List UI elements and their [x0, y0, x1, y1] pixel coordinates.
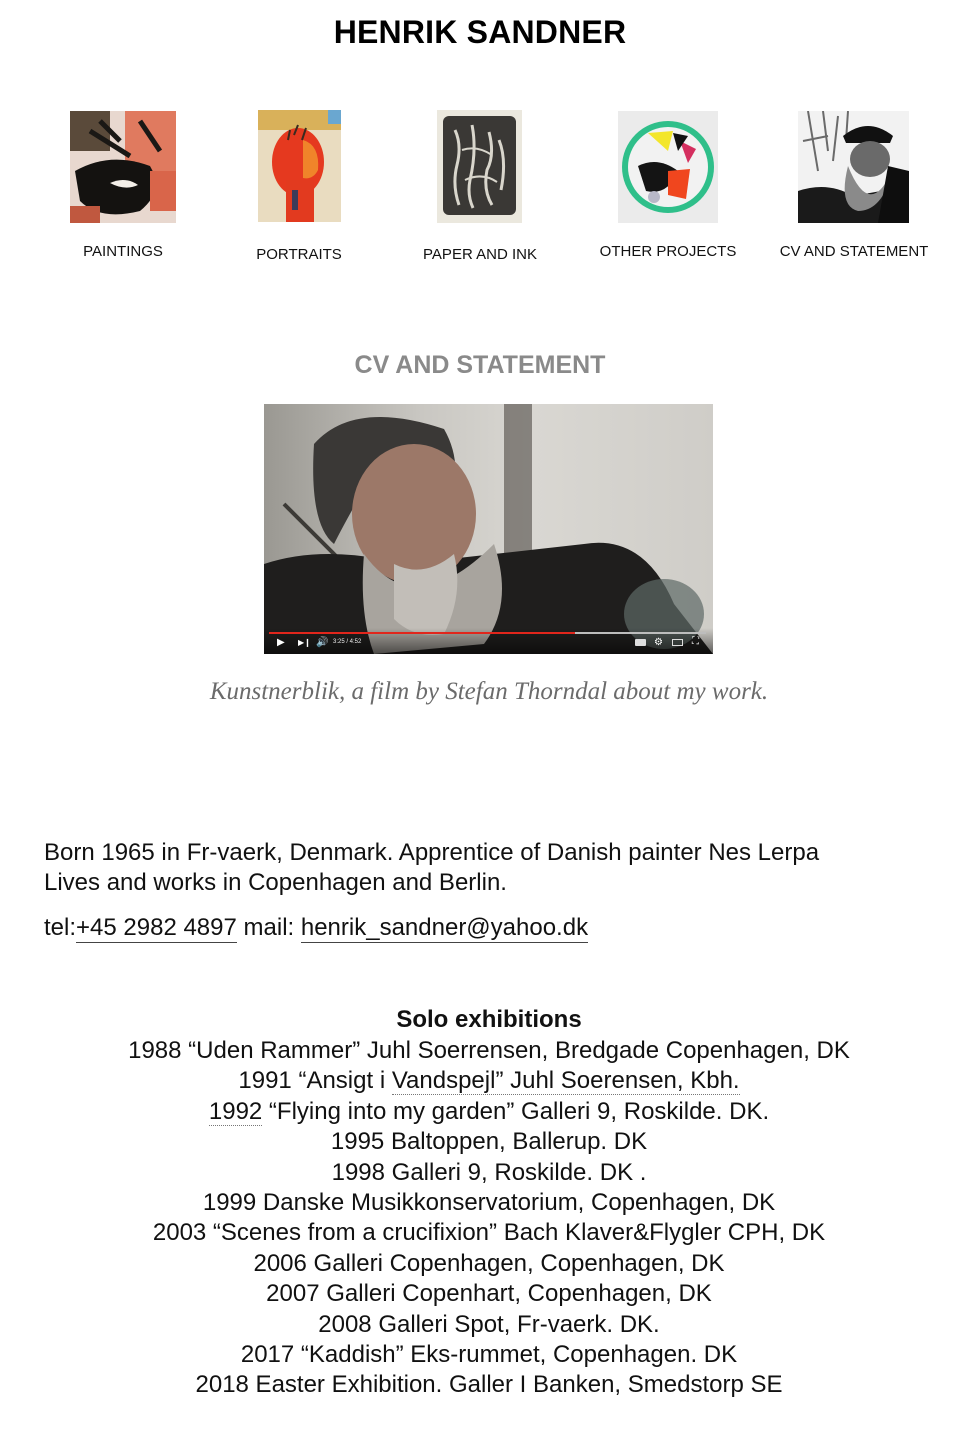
video-frame	[264, 404, 713, 654]
section-title: CV AND STATEMENT	[354, 351, 606, 379]
video-progress-bar[interactable]	[269, 632, 706, 634]
site-title: HENRIK SANDNER	[333, 14, 627, 50]
nav-label-portraits[interactable]: PORTRAITS	[256, 246, 342, 263]
video-controls	[264, 628, 713, 654]
solo-exhibitions-list	[0, 1036, 960, 1401]
video-player[interactable]	[264, 404, 713, 654]
round-painting-thumbnail[interactable]	[618, 111, 718, 223]
next-icon[interactable]: ▶❙	[298, 638, 311, 647]
play-icon[interactable]: ▶	[277, 637, 285, 648]
ink-drawing-thumbnail[interactable]	[437, 110, 522, 223]
exhibition-item: 1999 Danske Musikkonservatorium, Copenhagen, DK	[202, 1189, 776, 1217]
video-progress-fill	[269, 632, 575, 634]
red-portrait-thumbnail[interactable]	[258, 110, 341, 222]
exhibition-item: 2003 “Scenes from a crucifixion” Bach Klaver&Flygler CPH, DK	[152, 1219, 826, 1247]
exhibition-item: 2007 Galleri Copenhart, Copenhagen, DK	[266, 1280, 712, 1308]
artist-photo-thumbnail[interactable]	[798, 111, 909, 223]
abstract-painting-thumbnail[interactable]	[70, 111, 176, 223]
nav-label-paintings[interactable]: PAINTINGS	[83, 243, 163, 260]
video-caption: Kunstnerblik, a film by Stefan Thorndal about my work.	[209, 678, 769, 705]
volume-icon[interactable]: 🔊	[316, 637, 329, 648]
bio-line-1: Born 1965 in Fr-vaerk, Denmark. Apprentice of Danish painter Nes Lerpa	[44, 839, 820, 866]
bio-line-2: Lives and works in Copenhagen and Berlin.	[44, 869, 507, 896]
exhibition-item: 2008 Galleri Spot, Fr-vaerk. DK.	[318, 1310, 660, 1338]
settings-icon[interactable]: ⚙	[654, 637, 663, 648]
exhibition-item: 1998 Galleri 9, Roskilde. DK .	[331, 1158, 647, 1186]
exhibition-item: 2017 “Kaddish” Eks-rummet, Copenhagen. DK	[240, 1341, 738, 1369]
exhibition-item: 2018 Easter Exhibition. Galler I Banken, Smedstorp SE	[195, 1371, 783, 1399]
video-time: 3:25 / 4:52	[333, 639, 362, 645]
subtitles-icon[interactable]	[635, 639, 646, 646]
exhibition-year-link[interactable]: 1992	[208, 1097, 263, 1125]
nav-label-cv-and-statement[interactable]: CV AND STATEMENT	[779, 243, 929, 260]
exhibition-item	[0, 1066, 960, 1096]
exhibition-link[interactable]: Vandspejl” Juhl Soerensen, Kbh.	[391, 1067, 740, 1095]
tel-label: tel:	[44, 914, 77, 941]
exhibition-text: 1991 “Ansigt i	[238, 1067, 392, 1095]
mail-label: mail:	[243, 914, 295, 941]
email-link[interactable]: henrik_sandner@yahoo.dk	[300, 914, 589, 941]
exhibition-item	[0, 1097, 960, 1127]
phone-link[interactable]: +45 2982 4897	[76, 914, 237, 941]
contact-info	[44, 913, 588, 943]
exhibition-item: 2006 Galleri Copenhagen, Copenhagen, DK	[253, 1249, 725, 1277]
fullscreen-icon[interactable]: ⛶	[692, 636, 699, 647]
exhibition-item: 1995 Baltoppen, Ballerup. DK	[330, 1128, 648, 1156]
exhibition-item: 1988 “Uden Rammer” Juhl Soerrensen, Bredgade Copenhagen, DK	[128, 1037, 850, 1064]
exhibition-text: “Flying into my garden” Galleri 9, Roskilde. DK.	[262, 1097, 770, 1125]
nav-label-paper-and-ink[interactable]: PAPER AND INK	[423, 246, 537, 263]
solo-exhibitions-heading: Solo exhibitions	[396, 1006, 582, 1033]
nav-label-other-projects[interactable]: OTHER PROJECTS	[599, 243, 737, 260]
bio	[44, 838, 819, 898]
theater-icon[interactable]	[672, 639, 683, 646]
